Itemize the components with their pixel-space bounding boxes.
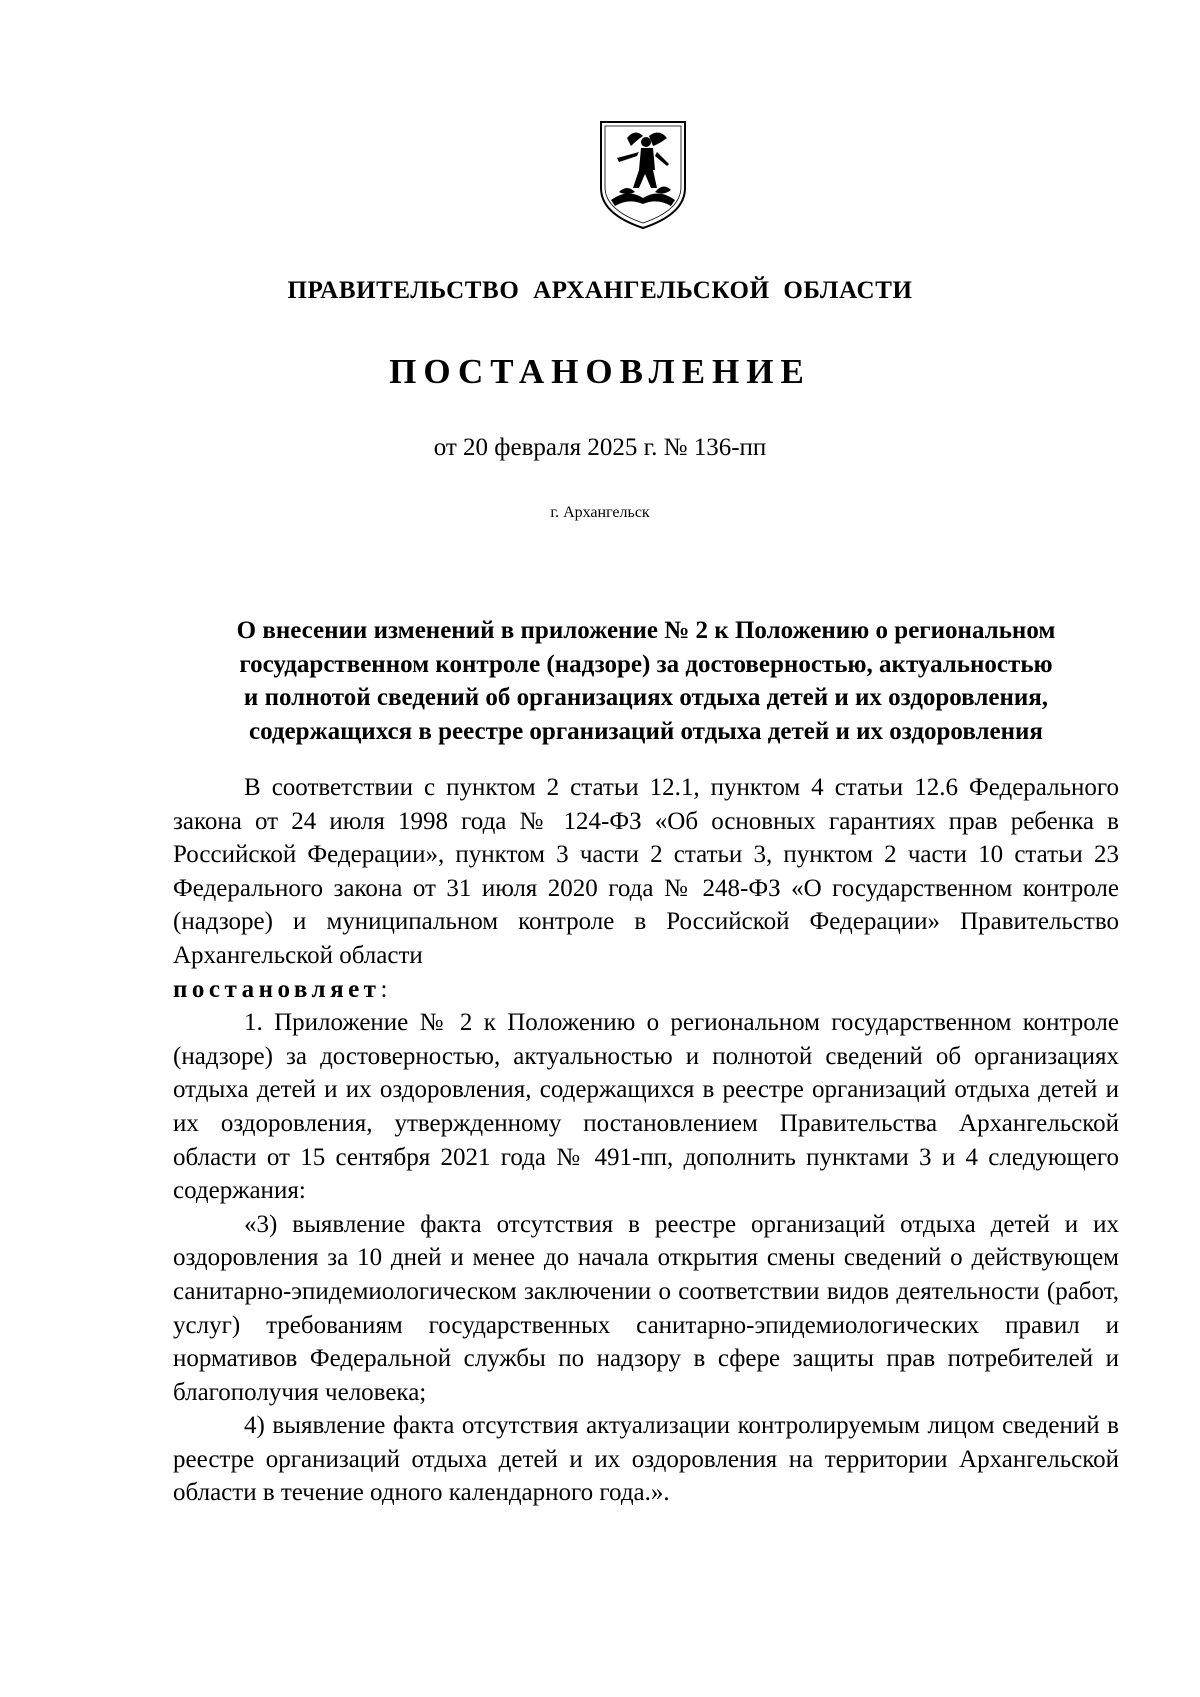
- item-1-paragraph: 1. Приложение № 2 к Положению о региональном государственном контроле (надзоре) за достоверностью, актуальностью и полнотой сведений об организациях отдыха детей и их оздоровления, содержащихся в реестре организаций отдыха детей и их оздоровления, утвержденному постановлением Правительства Архангельской области от 15 сентября 2021 года № 491-пп, дополнить пунктами 3 и 4 следующего содержания:: [173, 1009, 1119, 1205]
- title-line: О внесении изменений в приложение № 2 к Положению о региональном: [236, 617, 1056, 644]
- document-city: г. Архангельск: [550, 504, 650, 521]
- preamble-paragraph: [173, 771, 1119, 973]
- organization-name: ПРАВИТЕЛЬСТВО АРХАНГЕЛЬСКОЙ ОБЛАСТИ: [287, 277, 913, 304]
- preamble-text: В соответствии с пунктом 2 статьи 12.1, пунктом 4 статьи 12.6 Федерального закона от 24 июля 1998 года № 124-ФЗ «Об основных гарантиях прав ребенка в Российской Федерации», пунктом 3 части 2 статьи 3, пунктом 2 части 10 статьи 23 Федерального закона от 31 июля 2020 года № 248-ФЗ «О государственном контроле (надзоре) и муниципальном контроле в Российской Федерации» Правительство Архангельской области: [173, 774, 1119, 969]
- coat-of-arms-archangel-icon: [597, 118, 689, 230]
- title-line: государственном контроле (надзоре) за достоверностью, актуальностью: [239, 650, 1053, 678]
- title-line: и полнотой сведений об организациях отдыха детей и их оздоровления,: [243, 684, 1049, 711]
- document-date-number: от 20 февраля 2025 г. № 136-пп: [433, 434, 767, 461]
- title-line: содержащихся в реестре организаций отдыха детей и их оздоровления: [249, 717, 1043, 745]
- point-3-paragraph: «3) выявление факта отсутствия в реестре организаций отдыха детей и их оздоровления за 10 дней и менее до начала открытия смены сведений о действующем санитарно-эпидемиологическом заключении о соответствии видов деятельности (работ, услуг) требованиям государственных санитарно-эпидемиологических правил и нормативов Федеральной службы по надзору в сфере защиты прав потребителей и благополучия человека;: [173, 1210, 1119, 1406]
- document-type: ПОСТАНОВЛЕНИЕ: [389, 352, 811, 391]
- document-title: [172, 614, 1120, 748]
- resolves-colon: :: [380, 975, 388, 1003]
- resolves-line: [173, 973, 1119, 1007]
- document-body: [173, 771, 1119, 1510]
- point-4-paragraph: 4) выявление факта отсутствия актуализации контролируемым лицом сведений в реестре организаций отдыха детей и их оздоровления на территории Архангельской области в течение одного календарного года.».: [173, 1412, 1119, 1507]
- resolves-word: постановляет: [173, 975, 381, 1003]
